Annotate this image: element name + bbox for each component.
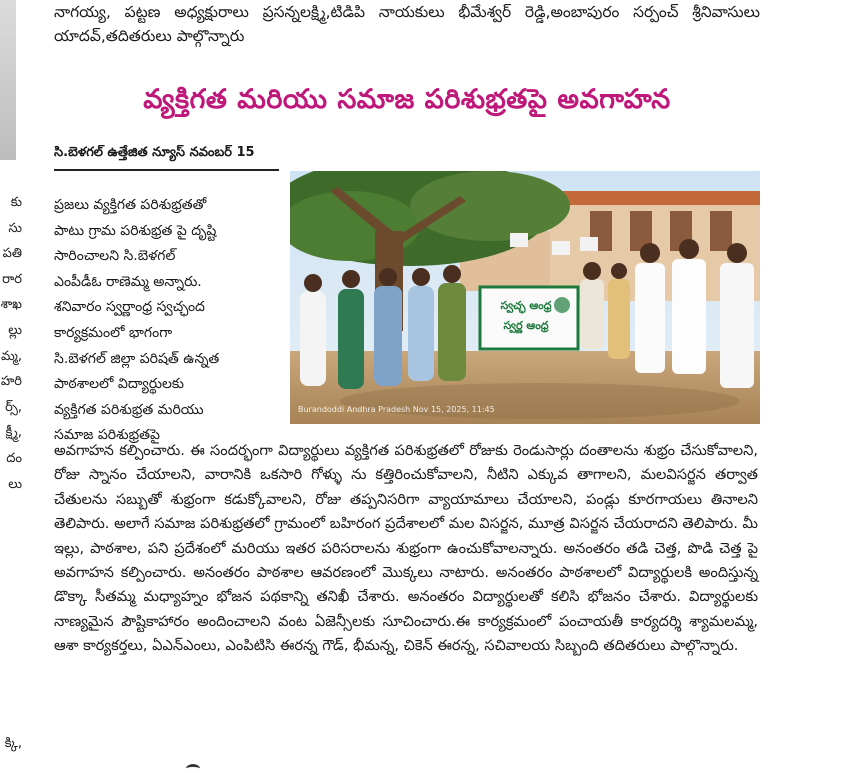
intro-line: సారించాలని సి.బెళగల్ — [54, 248, 176, 265]
left-fragment: రార — [2, 271, 22, 287]
left-fragment: కు — [10, 195, 22, 210]
photo-timestamp: Burandoddi Andhra Pradesh Nov 15, 2025, 11:45 — [298, 405, 495, 414]
banner-line-1: స్వచ్ఛ ఆంధ్ర — [500, 299, 552, 312]
article-headline: వ్యక్తిగత మరియు సమాజ పరిశుభ్రతపై అవగాహన — [143, 84, 671, 115]
intro-line: పాఠశాలలో విద్యార్థులకు — [54, 376, 185, 393]
previous-article-tail: నాగయ్య, పట్టణ అధ్యక్షురాలు ప్రసన్నలక్ష్మి,టిడిపి నాయకులు భీమేశ్వర్ రెడ్డి,అంబాపురం సర్పంచ్ శ్రీనివాసులు యాదవ్,తదితరులు పాల్గొన్నారు — [54, 3, 760, 45]
previous-photo-edge — [0, 0, 16, 160]
next-article-edge — [186, 764, 200, 773]
left-fragment: ర్స్, — [5, 399, 22, 415]
intro-line: ప్రజలు వ్యక్తిగత పరిశుభ్రతతో — [54, 197, 207, 213]
banner-line-2: స్వర్ణ ఆంధ్ర — [503, 319, 549, 332]
intro-line: సి.బెళగల్ జిల్లా పరిషత్ ఉన్నత — [54, 350, 220, 367]
dateline: సి.బెళగల్ ఉత్తేజిత న్యూస్ నవంబర్ 15 — [54, 145, 279, 171]
article-body: అవగాహన కల్పించారు. ఈ సందర్భంగా విద్యార్థులు వ్యక్తిగత పరిశుభ్రతలో రోజుకు రెండుసార్లు దంతాలను శుభ్రం చేసుకోవాలని, రోజు స్నానం చేయాలని, వారానికి ఒకసారి గోళ్ళు ను కత్తిరించుకోవాలని, నీటిని ఎక్కువ తాగాలని, మలవిసర్జన తర్వాత చేతులను సబ్బుతో శుభ్రంగా కడుక్కోవాలని, రోజు తప్పనిసరిగా వ్యాయామాలు చేయాలని, పండ్లు కూరగాయలు తినాలని తెలిపారు. అలాగే సమాజ పరిశుభ్రతలో గ్రామంలో బహిరంగ ప్రదేశాలలో మల విసర్జన, మూత్ర విసర్జన చేయరాదని తెలిపారు. మీ ఇల్లు, పాఠశాల, పని ప్రదేశంలో మరియు ఇతర పరిసరాలను శుభ్రంగా ఉంచుకోవాలన్నారు. అనంతరం తడి చెత్త, పొడి చెత్త పై అవగాహన కల్పించారు. అనంతరం పాఠశాల ఆవరణంలో మొక్కలు నాటారు. అనంతరం పాఠశాలలో విద్యార్థులకి అందిస్తున్న డొక్కా సీతమ్మ మధ్యాహ్నం భోజన పథకాన్ని తనిఖీ చేశారు. అనంతరం విద్యార్థులతో కలిసి భోజనం చేశారు. విద్యార్థులకు నాణ్యమైన పౌష్టికాహారం అందించాలని వంట ఏజెన్సీలకు సూచించారు.ఈ కార్యక్రమంలో పంచాయతీ కార్యదర్శి శ్యామలమ్మ, ఆశా కార్యకర్తలు, ఏఎన్ఎంలు, ఎంపిటిసి ఈరన్న గౌడ్, భీమన్న, చికెన్ ఈరన్న, సచివాలయ సిబ్బంది తదితరులు పాల్గొన్నారు. — [54, 442, 758, 655]
intro-line: వ్యక్తిగత పరిశుభ్రత మరియు — [54, 401, 204, 418]
left-fragment: లు — [8, 476, 22, 492]
article-intro — [54, 193, 274, 449]
left-fragment: మ్మ, — [1, 348, 22, 364]
photo-illustration — [290, 171, 760, 424]
left-fragment: హరి — [0, 374, 22, 390]
left-fragment-bottom: క్కి, — [4, 736, 22, 751]
intro-line: సమాజ పరిశుభ్రతపై — [54, 427, 160, 444]
left-fragment: పతి — [2, 246, 22, 262]
left-column-fragments — [0, 190, 22, 497]
intro-line: ఎంపీడీఓ రాణెమ్మ అన్నారు. — [54, 273, 202, 290]
article-photo — [290, 171, 760, 424]
left-fragment: క్ష్మీ, — [5, 425, 22, 441]
left-fragment: దం — [6, 450, 22, 466]
intro-line: కార్యక్రమంలో భాగంగా — [54, 324, 173, 341]
intro-line: పాటు గ్రామ పరిశుభ్రత పై దృష్టి — [54, 222, 217, 239]
left-fragment: సు — [8, 220, 22, 236]
left-fragment: శాఖ — [0, 297, 22, 313]
intro-line: శనివారం స్వర్ణాంధ్ర స్వచ్ఛంద — [54, 299, 205, 316]
left-fragment: ల్లు — [8, 322, 22, 338]
